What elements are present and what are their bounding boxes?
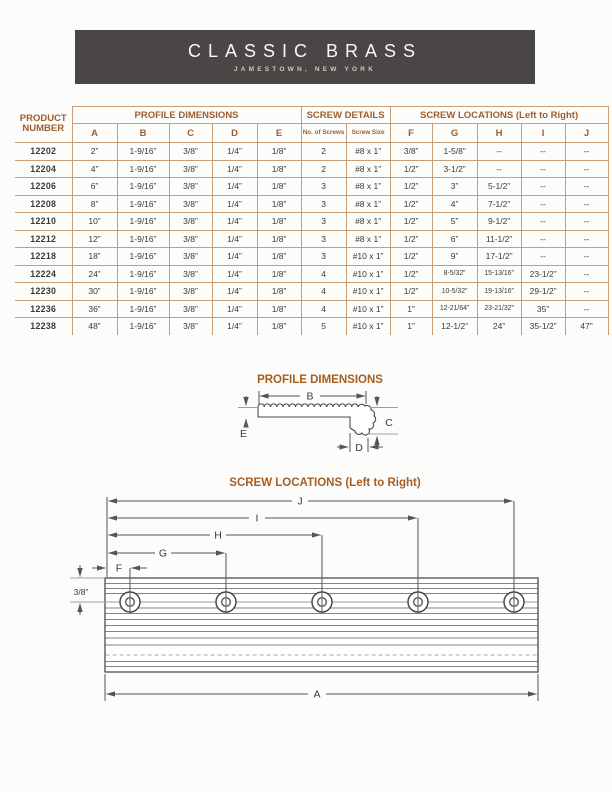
product-number: 12210 (15, 213, 72, 231)
table-cell: 3/8” (390, 143, 432, 161)
table-cell: 1-9/16” (117, 195, 169, 213)
screw-locations-header: SCREW LOCATIONS (Left to Right) (390, 107, 608, 124)
column-header: H (477, 124, 521, 143)
table-cell: -- (521, 195, 565, 213)
column-header-row (15, 124, 608, 143)
table-row (15, 143, 608, 161)
table-row (15, 213, 608, 231)
table-cell: 3” (432, 178, 477, 196)
product-number: 12236 (15, 300, 72, 318)
table-cell: #8 x 1” (346, 178, 390, 196)
dimension-J (109, 496, 513, 508)
table-cell: 1/8” (257, 195, 301, 213)
screw-details-header: SCREW DETAILS (301, 107, 390, 124)
label-B: B (306, 390, 314, 403)
label-D: D (355, 442, 363, 454)
table-cell: 3/8” (169, 160, 212, 178)
table-body (15, 143, 608, 335)
table-cell: -- (565, 160, 608, 178)
table-cell: 3 (301, 213, 346, 231)
dimension-offset (70, 565, 104, 615)
table-cell: -- (521, 178, 565, 196)
product-number: 12202 (15, 143, 72, 161)
dimension-I (109, 513, 417, 525)
table-cell: 3/8” (169, 248, 212, 266)
table-cell: -- (565, 283, 608, 301)
table-cell: 3/8” (169, 178, 212, 196)
table-cell: 8” (72, 195, 117, 213)
table-cell: -- (565, 300, 608, 318)
table-cell: 3 (301, 230, 346, 248)
table-cell: #10 x 1” (346, 265, 390, 283)
table-cell: 1-9/16” (117, 230, 169, 248)
table-cell: 1/8” (257, 248, 301, 266)
table-cell: 6” (72, 178, 117, 196)
group-header-row (15, 107, 608, 124)
table-cell: 2 (301, 143, 346, 161)
table-cell: -- (521, 230, 565, 248)
label-J: J (297, 495, 303, 508)
table-cell: 24” (72, 265, 117, 283)
table-cell: 47” (565, 318, 608, 335)
table-cell: 1/8” (257, 283, 301, 301)
table-cell: 1/8” (257, 318, 301, 335)
product-number: 12204 (15, 160, 72, 178)
table-cell: -- (565, 265, 608, 283)
table-row (15, 265, 608, 283)
table-cell: #8 x 1” (346, 230, 390, 248)
table-cell: 35-1/2” (521, 318, 565, 335)
table-cell: -- (565, 248, 608, 266)
table-cell: 1/2” (390, 248, 432, 266)
table-cell: -- (565, 213, 608, 231)
dimension-F (92, 563, 147, 575)
dimension-A (105, 674, 538, 701)
table-cell: 1/2” (390, 195, 432, 213)
table-cell: 1/8” (257, 213, 301, 231)
table-cell: 1/2” (390, 178, 432, 196)
table-cell: 4” (72, 160, 117, 178)
label-A: A (313, 688, 321, 701)
profile-dimensions-header: PROFILE DIMENSIONS (72, 107, 301, 124)
table-cell: 1-9/16” (117, 300, 169, 318)
table-cell: 1/2” (390, 230, 432, 248)
table-cell: 1-9/16” (117, 318, 169, 335)
table-cell: 1/8” (257, 265, 301, 283)
table-cell: 24” (477, 318, 521, 335)
table-cell: 35” (521, 300, 565, 318)
table-cell: -- (477, 160, 521, 178)
table-cell: -- (521, 160, 565, 178)
table-cell: 3/8” (169, 213, 212, 231)
table-row (15, 160, 608, 178)
label-I: I (255, 512, 259, 525)
table-cell: 29-1/2” (521, 283, 565, 301)
table-cell: 3/8” (169, 230, 212, 248)
dimension-B (259, 391, 366, 405)
table-cell: 10-5/32” (432, 283, 477, 301)
table-cell: 4” (432, 195, 477, 213)
molding-bar (70, 578, 538, 672)
table-cell: 3/8” (169, 195, 212, 213)
table-row (15, 195, 608, 213)
product-number: 12230 (15, 283, 72, 301)
product-number: 12212 (15, 230, 72, 248)
table-cell: 3/8” (169, 300, 212, 318)
table-cell: 1/8” (257, 300, 301, 318)
table-cell: 6” (432, 230, 477, 248)
table-row (15, 318, 608, 335)
column-header: J (565, 124, 608, 143)
table-cell: #8 x 1” (346, 195, 390, 213)
table-cell: 8-5/32” (432, 265, 477, 283)
table-cell: 1/8” (257, 160, 301, 178)
table-cell: 4 (301, 300, 346, 318)
table-cell: 1-5/8” (432, 143, 477, 161)
label-H: H (214, 529, 222, 542)
product-number: 12238 (15, 318, 72, 335)
table-cell: #8 x 1” (346, 143, 390, 161)
label-offset: 3/8” (73, 587, 89, 597)
profile-diagram-title: PROFILE DIMENSIONS (257, 374, 383, 386)
table-cell: 3/8” (169, 318, 212, 335)
table-cell: 1/4” (212, 230, 257, 248)
table-row (15, 300, 608, 318)
table-cell: #10 x 1” (346, 318, 390, 335)
column-header: Screw Size (346, 124, 390, 143)
label-F: F (115, 562, 123, 575)
table-cell: 1-9/16” (117, 160, 169, 178)
table-cell: 1/2” (390, 283, 432, 301)
table-cell: 23-21/32” (477, 300, 521, 318)
table-cell: 1-9/16” (117, 248, 169, 266)
table-cell: 1/2” (390, 265, 432, 283)
table-cell: 1/4” (212, 195, 257, 213)
table-cell: 3/8” (169, 143, 212, 161)
brand-location: JAMESTOWN, NEW YORK (233, 66, 377, 73)
table-cell: 1” (390, 300, 432, 318)
table-cell: 23-1/2” (521, 265, 565, 283)
table-cell: 1/4” (212, 178, 257, 196)
table-row (15, 248, 608, 266)
table-row (15, 178, 608, 196)
table-cell: 4 (301, 283, 346, 301)
table-cell: 1/4” (212, 300, 257, 318)
table-cell: #10 x 1” (346, 248, 390, 266)
table-cell: 10” (72, 213, 117, 231)
table-row (15, 283, 608, 301)
table-cell: 1/8” (257, 230, 301, 248)
table-cell: 48” (72, 318, 117, 335)
table-cell: -- (565, 195, 608, 213)
product-number: 12208 (15, 195, 72, 213)
table-cell: -- (521, 143, 565, 161)
table-cell: 1/8” (257, 143, 301, 161)
screw-locations-diagram (58, 493, 555, 708)
table-cell: #8 x 1” (346, 213, 390, 231)
table-cell: 3 (301, 178, 346, 196)
dimension-D (337, 433, 383, 454)
spec-table (15, 106, 609, 335)
table-cell: 1/8” (257, 178, 301, 196)
table-cell: 1-9/16” (117, 265, 169, 283)
table-cell: 3/8” (169, 265, 212, 283)
label-C: C (385, 417, 393, 429)
dimension-E (238, 396, 257, 440)
table-cell: 5” (432, 213, 477, 231)
table-cell: -- (565, 143, 608, 161)
table-cell: 12-21/64” (432, 300, 477, 318)
table-cell: 1-9/16” (117, 283, 169, 301)
profile-diagram (228, 388, 410, 460)
table-cell: 4 (301, 265, 346, 283)
column-header: G (432, 124, 477, 143)
table-cell: 1-9/16” (117, 143, 169, 161)
table-cell: 1/4” (212, 213, 257, 231)
table-cell: 1/2” (390, 160, 432, 178)
product-number: 12218 (15, 248, 72, 266)
product-number: 12206 (15, 178, 72, 196)
table-cell: 1/4” (212, 160, 257, 178)
table-row (15, 230, 608, 248)
column-header: C (169, 124, 212, 143)
table-cell: 12-1/2” (432, 318, 477, 335)
table-cell: -- (565, 230, 608, 248)
table-cell: 1/4” (212, 248, 257, 266)
table-cell: 15-13/16” (477, 265, 521, 283)
table-cell: -- (521, 213, 565, 231)
table-cell: 11-1/2” (477, 230, 521, 248)
table-cell: 1/4” (212, 265, 257, 283)
table-cell: 1/4” (212, 318, 257, 335)
table-cell: 18” (72, 248, 117, 266)
table-cell: 3 (301, 248, 346, 266)
table-cell: 1” (390, 318, 432, 335)
dimension-G (109, 548, 225, 560)
table-cell: 17-1/2” (477, 248, 521, 266)
table-cell: 1/4” (212, 143, 257, 161)
table-cell: 7-1/2” (477, 195, 521, 213)
table-cell: 3 (301, 195, 346, 213)
table-cell: 19-13/16” (477, 283, 521, 301)
table-cell: 3-1/2” (432, 160, 477, 178)
table-cell: 2” (72, 143, 117, 161)
label-G: G (158, 547, 168, 560)
column-header: E (257, 124, 301, 143)
screw-diagram-title: SCREW LOCATIONS (Left to Right) (229, 477, 421, 489)
table-cell: 9-1/2” (477, 213, 521, 231)
table-cell: #8 x 1” (346, 160, 390, 178)
table-cell: 5-1/2” (477, 178, 521, 196)
column-header: F (390, 124, 432, 143)
table-cell: #10 x 1” (346, 300, 390, 318)
molding-profile-shape (258, 404, 376, 435)
table-cell: -- (565, 178, 608, 196)
column-header: A (72, 124, 117, 143)
table-cell: -- (521, 248, 565, 266)
table-cell: 12” (72, 230, 117, 248)
table-cell: #10 x 1” (346, 283, 390, 301)
table-cell: 2 (301, 160, 346, 178)
dimension-H (109, 530, 321, 542)
brand-name: CLASSIC BRASS (187, 41, 423, 61)
brand-header (75, 30, 535, 84)
table-cell: 1-9/16” (117, 213, 169, 231)
table-cell: 36” (72, 300, 117, 318)
table-cell: -- (477, 143, 521, 161)
table-cell: 3/8” (169, 283, 212, 301)
table-cell: 5 (301, 318, 346, 335)
column-header: B (117, 124, 169, 143)
label-E: E (239, 428, 248, 440)
table-cell: 1/4” (212, 283, 257, 301)
column-header: D (212, 124, 257, 143)
product-number-header: PRODUCT NUMBER (15, 107, 72, 143)
column-header: I (521, 124, 565, 143)
table-cell: 1/2” (390, 213, 432, 231)
product-number: 12224 (15, 265, 72, 283)
column-header: No. of Screws (301, 124, 346, 143)
table-cell: 9” (432, 248, 477, 266)
table-cell: 30” (72, 283, 117, 301)
table-cell: 1-9/16” (117, 178, 169, 196)
